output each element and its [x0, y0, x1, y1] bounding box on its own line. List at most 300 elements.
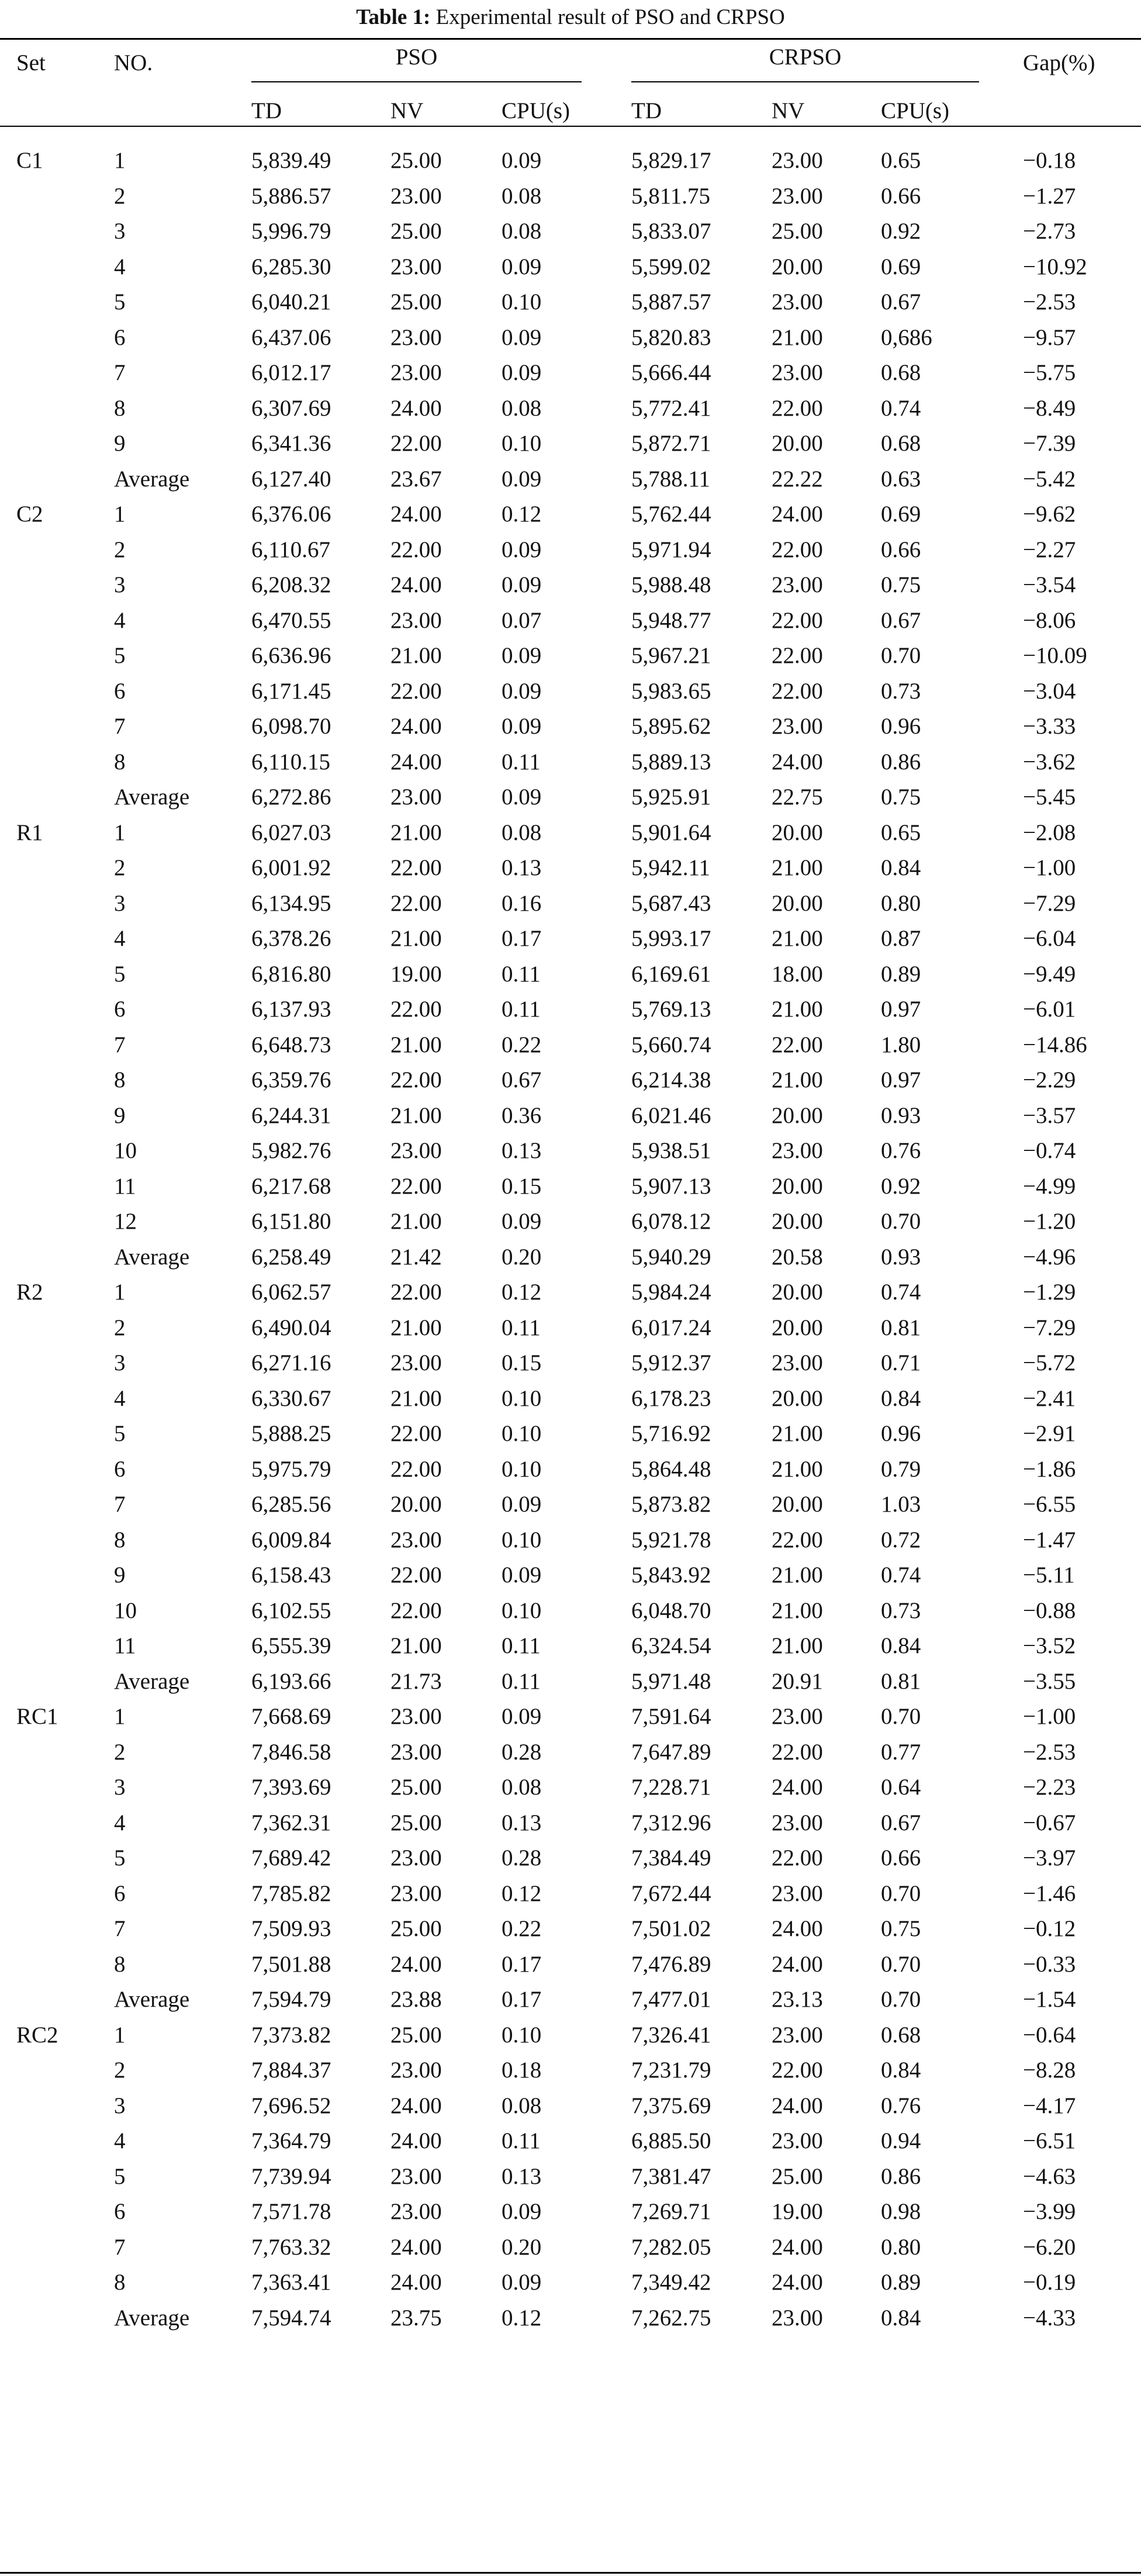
cell-crpso-cpu: 0.76 — [881, 2093, 921, 2118]
cell-gap: −4.96 — [1023, 1244, 1076, 1270]
cell-pso-nv: 24.00 — [390, 396, 442, 421]
cell-gap: −1.86 — [1023, 1457, 1076, 1482]
cell-no: 8 — [114, 749, 126, 774]
cell-no: 1 — [114, 148, 126, 173]
cell-pso-nv: 23.00 — [390, 1527, 442, 1552]
cell-crpso-td: 5,873.82 — [631, 1492, 711, 1517]
cell-crpso-cpu: 0.79 — [881, 1457, 921, 1482]
cell-crpso-nv: 21.00 — [772, 997, 823, 1022]
cell-crpso-cpu: 0.69 — [881, 502, 921, 527]
cell-crpso-nv: 20.91 — [772, 1669, 823, 1694]
cell-no: 7 — [114, 360, 126, 385]
cell-pso-cpu: 0.09 — [502, 1492, 542, 1517]
cell-crpso-cpu: 0.97 — [881, 1067, 921, 1092]
cell-no: 3 — [114, 219, 126, 244]
cell-crpso-nv: 24.00 — [772, 749, 823, 774]
cell-crpso-cpu: 0.96 — [881, 714, 921, 739]
cell-crpso-td: 7,647.89 — [631, 1740, 711, 1765]
cell-pso-td: 6,171.45 — [251, 679, 331, 704]
cell-crpso-nv: 22.22 — [772, 466, 823, 492]
cell-gap: −6.51 — [1023, 2128, 1076, 2153]
cell-crpso-cpu: 0.68 — [881, 360, 921, 385]
cell-crpso-nv: 22.00 — [772, 1845, 823, 1870]
cell-gap: −8.28 — [1023, 2058, 1076, 2083]
cell-pso-cpu: 0.11 — [502, 2128, 541, 2153]
cell-pso-td: 6,307.69 — [251, 396, 331, 421]
cell-pso-td: 5,886.57 — [251, 184, 331, 209]
header-gap: Gap(%) — [1023, 50, 1095, 75]
cell-crpso-cpu: 0.81 — [881, 1669, 921, 1694]
cell-gap: −0.64 — [1023, 2022, 1076, 2048]
cell-crpso-td: 5,872.71 — [631, 431, 711, 456]
cell-crpso-nv: 20.00 — [772, 820, 823, 845]
cell-crpso-td: 7,381.47 — [631, 2164, 711, 2189]
cell-pso-cpu: 0.12 — [502, 2305, 542, 2330]
cell-pso-nv: 23.00 — [390, 360, 442, 385]
cell-crpso-td: 5,769.13 — [631, 997, 711, 1022]
cell-crpso-cpu: 0.65 — [881, 820, 921, 845]
cell-crpso-td: 7,477.01 — [631, 1987, 711, 2012]
cell-gap: −1.46 — [1023, 1881, 1076, 1906]
cell-no: Average — [114, 1669, 190, 1694]
cell-crpso-cpu: 0.94 — [881, 2128, 921, 2153]
cell-pso-cpu: 0.11 — [502, 749, 541, 774]
cell-crpso-td: 5,907.13 — [631, 1174, 711, 1199]
cell-crpso-td: 7,262.75 — [631, 2305, 711, 2330]
cell-no: 11 — [114, 1174, 136, 1199]
cell-gap: −2.27 — [1023, 537, 1076, 562]
cell-no: 2 — [114, 2058, 126, 2083]
cell-crpso-nv: 20.00 — [772, 1386, 823, 1411]
cell-no: 10 — [114, 1598, 137, 1623]
cell-crpso-cpu: 0.86 — [881, 2164, 921, 2189]
cell-no: 7 — [114, 1916, 126, 1941]
cell-pso-cpu: 0.09 — [502, 2199, 542, 2224]
cell-pso-td: 6,062.57 — [251, 1280, 331, 1305]
cell-crpso-cpu: 0.68 — [881, 2022, 921, 2048]
cell-crpso-td: 5,666.44 — [631, 360, 711, 385]
cell-crpso-nv: 23.00 — [772, 289, 823, 314]
cell-crpso-cpu: 0.89 — [881, 2270, 921, 2295]
cell-pso-nv: 23.00 — [390, 1350, 442, 1375]
cell-pso-td: 7,696.52 — [251, 2093, 331, 2118]
cell-pso-cpu: 0.09 — [502, 325, 542, 350]
cell-pso-nv: 24.00 — [390, 1952, 442, 1977]
cell-crpso-nv: 22.00 — [772, 537, 823, 562]
cell-pso-nv: 22.00 — [390, 537, 442, 562]
cell-crpso-cpu: 0.84 — [881, 855, 921, 880]
cell-gap: −3.54 — [1023, 572, 1076, 597]
cell-crpso-td: 5,599.02 — [631, 254, 711, 279]
cell-crpso-cpu: 0.75 — [881, 572, 921, 597]
cell-crpso-td: 5,864.48 — [631, 1457, 711, 1482]
cell-crpso-cpu: 0.80 — [881, 891, 921, 916]
cell-crpso-nv: 22.00 — [772, 1740, 823, 1765]
cell-crpso-td: 5,829.17 — [631, 148, 711, 173]
cell-pso-cpu: 0.08 — [502, 219, 542, 244]
cell-no: 3 — [114, 891, 126, 916]
cell-no: 8 — [114, 1067, 126, 1092]
cell-pso-td: 6,001.92 — [251, 855, 331, 880]
cell-pso-td: 5,839.49 — [251, 148, 331, 173]
cell-crpso-cpu: 0.72 — [881, 1527, 921, 1552]
cell-pso-cpu: 0.08 — [502, 396, 542, 421]
cell-pso-td: 7,846.58 — [251, 1740, 331, 1765]
cell-pso-nv: 23.00 — [390, 1740, 442, 1765]
cell-pso-cpu: 0.12 — [502, 1881, 542, 1906]
cell-crpso-cpu: 0.66 — [881, 184, 921, 209]
cell-pso-td: 7,594.74 — [251, 2305, 331, 2330]
cell-pso-td: 6,272.86 — [251, 784, 331, 810]
cell-pso-td: 7,501.88 — [251, 1952, 331, 1977]
cell-pso-td: 7,373.82 — [251, 2022, 331, 2048]
cell-no: 3 — [114, 572, 126, 597]
cell-gap: −9.62 — [1023, 502, 1076, 527]
cell-pso-cpu: 0.11 — [502, 1669, 541, 1694]
cell-gap: −5.42 — [1023, 466, 1076, 492]
cell-pso-nv: 22.00 — [390, 1562, 442, 1588]
cell-no: 5 — [114, 289, 126, 314]
bottom-rule — [0, 2572, 1141, 2574]
cell-pso-nv: 22.00 — [390, 1280, 442, 1305]
cell-crpso-td: 5,843.92 — [631, 1562, 711, 1588]
cell-crpso-nv: 24.00 — [772, 1916, 823, 1941]
cell-pso-td: 6,285.30 — [251, 254, 331, 279]
cell-crpso-nv: 21.00 — [772, 1067, 823, 1092]
cell-crpso-td: 6,324.54 — [631, 1633, 711, 1658]
cell-crpso-nv: 20.00 — [772, 1315, 823, 1340]
cell-crpso-td: 7,269.71 — [631, 2199, 711, 2224]
pso-group-rule — [251, 81, 582, 82]
cell-pso-cpu: 0.09 — [502, 466, 542, 492]
cell-no: 6 — [114, 1457, 126, 1482]
cell-gap: −7.29 — [1023, 891, 1076, 916]
cell-gap: −6.55 — [1023, 1492, 1076, 1517]
cell-no: 7 — [114, 714, 126, 739]
cell-crpso-cpu: 0.70 — [881, 1881, 921, 1906]
cell-crpso-cpu: 0.75 — [881, 1916, 921, 1941]
cell-gap: −3.04 — [1023, 679, 1076, 704]
cell-gap: −8.06 — [1023, 608, 1076, 633]
cell-pso-nv: 23.00 — [390, 1138, 442, 1163]
cell-pso-nv: 25.00 — [390, 1916, 442, 1941]
cell-gap: −6.20 — [1023, 2235, 1076, 2260]
cell-gap: −2.23 — [1023, 1775, 1076, 1800]
cell-pso-td: 6,127.40 — [251, 466, 331, 492]
cell-pso-td: 6,102.55 — [251, 1598, 331, 1623]
cell-crpso-td: 6,885.50 — [631, 2128, 711, 2153]
cell-pso-nv: 21.00 — [390, 820, 442, 845]
cell-crpso-td: 5,988.48 — [631, 572, 711, 597]
top-rule — [0, 38, 1141, 40]
cell-pso-cpu: 0.17 — [502, 926, 542, 951]
cell-pso-td: 6,009.84 — [251, 1527, 331, 1552]
cell-no: 9 — [114, 1562, 126, 1588]
cell-pso-cpu: 0.13 — [502, 855, 542, 880]
cell-crpso-td: 6,169.61 — [631, 962, 711, 987]
cell-pso-nv: 24.00 — [390, 2093, 442, 2118]
cell-pso-td: 7,884.37 — [251, 2058, 331, 2083]
cell-pso-td: 5,975.79 — [251, 1457, 331, 1482]
cell-crpso-nv: 24.00 — [772, 2270, 823, 2295]
cell-pso-cpu: 0.11 — [502, 1315, 541, 1340]
cell-crpso-nv: 23.00 — [772, 2128, 823, 2153]
header-pso-nv: NV — [390, 98, 424, 123]
cell-gap: −6.04 — [1023, 926, 1076, 951]
cell-pso-td: 5,982.76 — [251, 1138, 331, 1163]
cell-no: 2 — [114, 184, 126, 209]
cell-set: R2 — [16, 1280, 43, 1305]
cell-crpso-nv: 22.00 — [772, 679, 823, 704]
cell-pso-cpu: 0.08 — [502, 1775, 542, 1800]
cell-pso-td: 7,393.69 — [251, 1775, 331, 1800]
cell-pso-cpu: 0.16 — [502, 891, 542, 916]
cell-pso-td: 6,040.21 — [251, 289, 331, 314]
cell-crpso-nv: 20.00 — [772, 1103, 823, 1128]
cell-crpso-td: 7,384.49 — [631, 1845, 711, 1870]
cell-crpso-cpu: 0.96 — [881, 1421, 921, 1446]
cell-no: 8 — [114, 396, 126, 421]
cell-pso-nv: 25.00 — [390, 1775, 442, 1800]
cell-no: 5 — [114, 643, 126, 668]
cell-pso-cpu: 0.13 — [502, 1138, 542, 1163]
cell-no: 4 — [114, 254, 126, 279]
cell-crpso-cpu: 0.73 — [881, 1598, 921, 1623]
cell-crpso-cpu: 0.70 — [881, 1952, 921, 1977]
cell-pso-nv: 21.00 — [390, 1209, 442, 1234]
cell-crpso-td: 6,021.46 — [631, 1103, 711, 1128]
cell-pso-cpu: 0.09 — [502, 360, 542, 385]
cell-no: 8 — [114, 1952, 126, 1977]
cell-no: 2 — [114, 537, 126, 562]
cell-pso-nv: 24.00 — [390, 572, 442, 597]
cell-pso-nv: 22.00 — [390, 855, 442, 880]
cell-crpso-nv: 22.00 — [772, 608, 823, 633]
cell-pso-cpu: 0.28 — [502, 1845, 542, 1870]
cell-set: RC2 — [16, 2022, 58, 2048]
cell-pso-td: 6,330.67 — [251, 1386, 331, 1411]
cell-pso-td: 6,271.16 — [251, 1350, 331, 1375]
cell-pso-td: 7,364.79 — [251, 2128, 331, 2153]
cell-pso-td: 6,012.17 — [251, 360, 331, 385]
cell-pso-nv: 21.42 — [390, 1244, 442, 1270]
cell-crpso-nv: 21.00 — [772, 325, 823, 350]
cell-no: 1 — [114, 1280, 126, 1305]
cell-pso-cpu: 0.09 — [502, 254, 542, 279]
cell-pso-nv: 21.00 — [390, 1633, 442, 1658]
cell-no: 3 — [114, 2093, 126, 2118]
cell-crpso-cpu: 0.84 — [881, 2058, 921, 2083]
cell-pso-cpu: 0.09 — [502, 1704, 542, 1729]
cell-no: 7 — [114, 1492, 126, 1517]
cell-no: 2 — [114, 855, 126, 880]
cell-pso-cpu: 0.09 — [502, 714, 542, 739]
cell-pso-nv: 22.00 — [390, 1421, 442, 1446]
cell-crpso-nv: 20.00 — [772, 1174, 823, 1199]
crpso-group-rule — [631, 81, 979, 82]
cell-pso-cpu: 0.11 — [502, 1633, 541, 1658]
cell-gap: −4.17 — [1023, 2093, 1076, 2118]
cell-pso-nv: 21.00 — [390, 1032, 442, 1057]
cell-pso-td: 6,027.03 — [251, 820, 331, 845]
cell-pso-td: 5,888.25 — [251, 1421, 331, 1446]
cell-crpso-cpu: 0.67 — [881, 289, 921, 314]
cell-crpso-cpu: 0.84 — [881, 2305, 921, 2330]
cell-crpso-nv: 23.00 — [772, 2022, 823, 2048]
cell-gap: −2.08 — [1023, 820, 1076, 845]
cell-pso-nv: 25.00 — [390, 148, 442, 173]
cell-pso-cpu: 0.10 — [502, 1421, 542, 1446]
cell-no: 12 — [114, 1209, 137, 1234]
cell-gap: −5.75 — [1023, 360, 1076, 385]
cell-crpso-td: 5,925.91 — [631, 784, 711, 810]
cell-pso-nv: 24.00 — [390, 749, 442, 774]
cell-pso-nv: 21.00 — [390, 1315, 442, 1340]
cell-pso-cpu: 0.10 — [502, 1386, 542, 1411]
cell-pso-nv: 23.00 — [390, 608, 442, 633]
cell-pso-cpu: 0.10 — [502, 1457, 542, 1482]
cell-pso-nv: 24.00 — [390, 2235, 442, 2260]
cell-pso-td: 6,437.06 — [251, 325, 331, 350]
cell-gap: −2.53 — [1023, 1740, 1076, 1765]
cell-gap: −4.63 — [1023, 2164, 1076, 2189]
cell-crpso-td: 7,228.71 — [631, 1775, 711, 1800]
cell-crpso-td: 7,231.79 — [631, 2058, 711, 2083]
cell-no: 6 — [114, 997, 126, 1022]
cell-no: 5 — [114, 962, 126, 987]
cell-pso-td: 6,490.04 — [251, 1315, 331, 1340]
cell-crpso-cpu: 0.80 — [881, 2235, 921, 2260]
cell-pso-td: 7,509.93 — [251, 1916, 331, 1941]
cell-pso-nv: 24.00 — [390, 2270, 442, 2295]
cell-pso-cpu: 0.13 — [502, 2164, 542, 2189]
cell-crpso-td: 5,971.94 — [631, 537, 711, 562]
cell-pso-td: 6,376.06 — [251, 502, 331, 527]
cell-pso-td: 6,555.39 — [251, 1633, 331, 1658]
cell-crpso-cpu: 0.70 — [881, 1987, 921, 2012]
cell-crpso-td: 7,476.89 — [631, 1952, 711, 1977]
cell-crpso-cpu: 0.74 — [881, 1280, 921, 1305]
cell-pso-nv: 22.00 — [390, 997, 442, 1022]
header-crpso-nv: NV — [772, 98, 805, 123]
cell-crpso-td: 5,762.44 — [631, 502, 711, 527]
cell-pso-nv: 23.00 — [390, 2058, 442, 2083]
cell-crpso-nv: 23.00 — [772, 148, 823, 173]
cell-crpso-cpu: 0.74 — [881, 396, 921, 421]
cell-pso-td: 6,110.15 — [251, 749, 331, 774]
cell-crpso-td: 7,672.44 — [631, 1881, 711, 1906]
cell-pso-td: 6,217.68 — [251, 1174, 331, 1199]
cell-gap: −3.97 — [1023, 1845, 1076, 1870]
cell-crpso-td: 5,983.65 — [631, 679, 711, 704]
cell-no: 5 — [114, 1845, 126, 1870]
cell-crpso-cpu: 0.92 — [881, 219, 921, 244]
cell-gap: −1.27 — [1023, 184, 1076, 209]
cell-pso-td: 6,193.66 — [251, 1669, 331, 1694]
cell-pso-nv: 22.00 — [390, 1067, 442, 1092]
cell-crpso-cpu: 0.67 — [881, 1810, 921, 1835]
cell-pso-cpu: 0.09 — [502, 572, 542, 597]
cell-gap: −3.52 — [1023, 1633, 1076, 1658]
cell-crpso-td: 7,312.96 — [631, 1810, 711, 1835]
cell-crpso-cpu: 1.80 — [881, 1032, 921, 1057]
cell-crpso-cpu: 0.93 — [881, 1244, 921, 1270]
cell-no: Average — [114, 784, 190, 810]
cell-gap: −14.86 — [1023, 1032, 1087, 1057]
cell-gap: −0.88 — [1023, 1598, 1076, 1623]
cell-crpso-nv: 20.00 — [772, 254, 823, 279]
cell-gap: −9.57 — [1023, 325, 1076, 350]
cell-pso-td: 7,362.31 — [251, 1810, 331, 1835]
cell-crpso-nv: 23.00 — [772, 360, 823, 385]
cell-pso-nv: 19.00 — [390, 962, 442, 987]
cell-crpso-nv: 24.00 — [772, 2093, 823, 2118]
cell-gap: −3.55 — [1023, 1669, 1076, 1694]
cell-gap: −2.41 — [1023, 1386, 1076, 1411]
cell-crpso-td: 5,901.64 — [631, 820, 711, 845]
cell-gap: −3.99 — [1023, 2199, 1076, 2224]
cell-no: 2 — [114, 1740, 126, 1765]
cell-pso-nv: 23.00 — [390, 325, 442, 350]
cell-crpso-td: 5,942.11 — [631, 855, 711, 880]
cell-gap: −4.33 — [1023, 2305, 1076, 2330]
cell-crpso-td: 6,078.12 — [631, 1209, 711, 1234]
cell-no: 5 — [114, 1421, 126, 1446]
cell-gap: −1.29 — [1023, 1280, 1076, 1305]
cell-pso-cpu: 0.18 — [502, 2058, 542, 2083]
cell-crpso-nv: 20.00 — [772, 1209, 823, 1234]
cell-crpso-cpu: 0.77 — [881, 1740, 921, 1765]
cell-crpso-nv: 23.00 — [772, 1138, 823, 1163]
cell-pso-cpu: 0.08 — [502, 820, 542, 845]
cell-no: 4 — [114, 1386, 126, 1411]
cell-pso-nv: 25.00 — [390, 289, 442, 314]
cell-crpso-nv: 21.00 — [772, 1457, 823, 1482]
cell-crpso-nv: 20.00 — [772, 1280, 823, 1305]
cell-crpso-td: 6,178.23 — [631, 1386, 711, 1411]
cell-pso-nv: 23.00 — [390, 2164, 442, 2189]
cell-gap: −0.12 — [1023, 1916, 1076, 1941]
cell-crpso-nv: 23.00 — [772, 1881, 823, 1906]
cell-crpso-nv: 20.00 — [772, 431, 823, 456]
cell-crpso-nv: 19.00 — [772, 2199, 823, 2224]
cell-pso-td: 7,668.69 — [251, 1704, 331, 1729]
cell-pso-nv: 25.00 — [390, 1810, 442, 1835]
cell-crpso-nv: 22.00 — [772, 643, 823, 668]
cell-crpso-nv: 22.00 — [772, 1032, 823, 1057]
cell-crpso-cpu: 0.66 — [881, 537, 921, 562]
cell-no: 1 — [114, 2022, 126, 2048]
cell-crpso-td: 7,375.69 — [631, 2093, 711, 2118]
cell-pso-cpu: 0.11 — [502, 962, 541, 987]
cell-crpso-td: 5,889.13 — [631, 749, 711, 774]
cell-crpso-nv: 23.00 — [772, 184, 823, 209]
cell-no: 4 — [114, 608, 126, 633]
cell-pso-cpu: 0.17 — [502, 1987, 542, 2012]
cell-crpso-nv: 21.00 — [772, 1562, 823, 1588]
cell-gap: −9.49 — [1023, 962, 1076, 987]
cell-gap: −6.01 — [1023, 997, 1076, 1022]
cell-crpso-cpu: 0.84 — [881, 1386, 921, 1411]
cell-crpso-cpu: 0.92 — [881, 1174, 921, 1199]
cell-pso-nv: 23.67 — [390, 466, 442, 492]
cell-pso-td: 6,134.95 — [251, 891, 331, 916]
cell-crpso-td: 5,895.62 — [631, 714, 711, 739]
cell-pso-nv: 22.00 — [390, 1598, 442, 1623]
cell-crpso-td: 5,820.83 — [631, 325, 711, 350]
cell-crpso-cpu: 0.68 — [881, 431, 921, 456]
cell-pso-nv: 25.00 — [390, 219, 442, 244]
